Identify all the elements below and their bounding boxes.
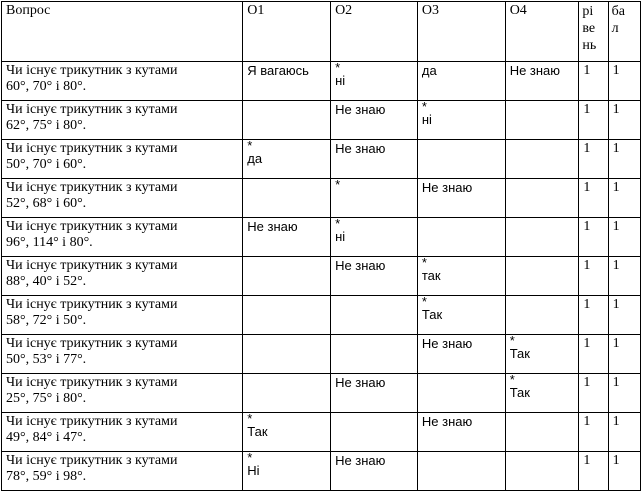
question-cell (2, 296, 243, 335)
answer-o1-cell (243, 179, 331, 218)
level-cell: 1 (579, 179, 608, 218)
question-line: 60°, 70° і 80°. (6, 79, 87, 94)
answer-o1-cell (243, 257, 331, 296)
answer-text: Так (509, 385, 530, 400)
answer-text: ні (335, 73, 346, 88)
answer-o2-cell (331, 413, 418, 452)
answer-text: Не знаю (421, 180, 473, 195)
level-cell: 1 (579, 62, 608, 101)
header-score (608, 2, 640, 62)
answer-o4-cell (505, 413, 579, 452)
answer-text: Не знаю (335, 453, 386, 468)
header-row (2, 2, 641, 62)
score-cell: 1 (608, 62, 640, 101)
answer-o1-cell (243, 62, 331, 101)
header-question: Вопрос (2, 2, 243, 62)
header-score-part: л (611, 21, 619, 36)
answer-o3-cell (417, 140, 505, 179)
asterisk-mark: * (247, 139, 253, 153)
answer-o4-cell (505, 140, 579, 179)
level-cell: 1 (579, 413, 608, 452)
answer-text: Не знаю (335, 102, 386, 117)
answer-text: ні (421, 112, 432, 127)
asterisk-mark: * (421, 295, 427, 309)
answer-text: Так (421, 307, 443, 322)
asterisk-mark: * (335, 61, 341, 75)
level-cell: 1 (579, 335, 608, 374)
header-o3: О3 (417, 2, 505, 62)
answer-text: Не знаю (247, 219, 298, 234)
asterisk-mark: * (509, 334, 515, 348)
table-row (2, 374, 641, 413)
answer-o3-cell (417, 101, 505, 140)
level-cell: 1 (579, 374, 608, 413)
question-line: 88°, 40° і 52°. (6, 274, 87, 289)
asterisk-mark: * (335, 178, 341, 192)
asterisk-mark: * (421, 100, 427, 114)
answer-o4-cell (505, 218, 579, 257)
answer-o1-cell (243, 101, 331, 140)
asterisk-mark: * (509, 373, 515, 387)
answer-text: да (247, 151, 263, 166)
quiz-table-body (2, 2, 641, 491)
score-cell: 1 (608, 452, 640, 491)
answer-text: Не знаю (335, 375, 386, 390)
answer-o2-cell (331, 179, 418, 218)
question-line: Чи існує трикутник з кутами (6, 141, 178, 156)
answer-text: Так (247, 424, 268, 439)
question-cell (2, 374, 243, 413)
answer-text: Не знаю (421, 336, 473, 351)
answer-text: Не знаю (421, 414, 473, 429)
question-cell (2, 140, 243, 179)
answer-text: Не знаю (335, 141, 386, 156)
table-row (2, 179, 641, 218)
header-o4: О4 (505, 2, 579, 62)
answer-o1-cell (243, 452, 331, 491)
answer-o1-cell (243, 374, 331, 413)
level-cell: 1 (579, 257, 608, 296)
answer-o2-cell (331, 374, 418, 413)
answer-o1-cell (243, 140, 331, 179)
answer-o3-cell (417, 335, 505, 374)
header-level (579, 2, 608, 62)
question-cell (2, 413, 243, 452)
answer-o4-cell (505, 101, 579, 140)
answer-o1-cell (243, 218, 331, 257)
answer-o4-cell (505, 296, 579, 335)
answer-o2-cell (331, 335, 418, 374)
answer-o4-cell (505, 179, 579, 218)
question-line: Чи існує трикутник з кутами (6, 180, 178, 195)
question-line: 78°, 59° і 98°. (6, 469, 87, 484)
header-level-part: рі (582, 4, 594, 19)
answer-o4-cell (505, 374, 579, 413)
answer-o2-cell (331, 101, 418, 140)
quiz-table (1, 1, 641, 491)
question-line: Чи існує трикутник з кутами (6, 414, 178, 429)
level-cell: 1 (579, 452, 608, 491)
question-cell (2, 218, 243, 257)
answer-text: так (421, 268, 441, 283)
question-line: Чи існує трикутник з кутами (6, 297, 178, 312)
answer-o3-cell (417, 179, 505, 218)
question-line: 25°, 75° і 80°. (6, 391, 87, 406)
question-line: 58°, 72° і 50°. (6, 313, 87, 328)
question-line: 50°, 70° і 60°. (6, 157, 87, 172)
answer-text: да (421, 63, 437, 78)
header-o1: О1 (243, 2, 331, 62)
answer-o4-cell (505, 257, 579, 296)
score-cell: 1 (608, 257, 640, 296)
answer-o2-cell (331, 62, 418, 101)
score-cell: 1 (608, 335, 640, 374)
answer-text: Так (509, 346, 530, 361)
answer-o3-cell (417, 62, 505, 101)
answer-o4-cell (505, 335, 579, 374)
table-row (2, 62, 641, 101)
score-cell: 1 (608, 296, 640, 335)
question-line: 52°, 68° і 60°. (6, 196, 87, 211)
score-cell: 1 (608, 140, 640, 179)
answer-o3-cell (417, 218, 505, 257)
header-score-part: ба (611, 4, 625, 19)
answer-o4-cell (505, 452, 579, 491)
answer-o1-cell (243, 413, 331, 452)
table-row (2, 218, 641, 257)
answer-o3-cell (417, 296, 505, 335)
question-cell (2, 62, 243, 101)
asterisk-mark: * (247, 451, 253, 465)
level-cell: 1 (579, 140, 608, 179)
score-cell: 1 (608, 413, 640, 452)
answer-o3-cell (417, 374, 505, 413)
table-row (2, 296, 641, 335)
question-line: 62°, 75° і 80°. (6, 118, 87, 133)
answer-o2-cell (331, 296, 418, 335)
question-line: Чи існує трикутник з кутами (6, 375, 178, 390)
question-line: Чи існує трикутник з кутами (6, 102, 178, 117)
score-cell: 1 (608, 374, 640, 413)
question-line: Чи існує трикутник з кутами (6, 258, 178, 273)
score-cell: 1 (608, 179, 640, 218)
level-cell: 1 (579, 101, 608, 140)
score-cell: 1 (608, 101, 640, 140)
answer-o1-cell (243, 296, 331, 335)
question-line: 49°, 84° і 47°. (6, 430, 87, 445)
table-row (2, 452, 641, 491)
answer-text: ні (335, 229, 346, 244)
answer-o3-cell (417, 452, 505, 491)
level-cell: 1 (579, 218, 608, 257)
table-row (2, 140, 641, 179)
question-line: Чи існує трикутник з кутами (6, 219, 178, 234)
question-line: Чи існує трикутник з кутами (6, 336, 178, 351)
table-row (2, 257, 641, 296)
answer-text: Я вагаюсь (247, 63, 309, 78)
table-row (2, 335, 641, 374)
question-line: Чи існує трикутник з кутами (6, 63, 178, 78)
answer-o1-cell (243, 335, 331, 374)
question-cell (2, 452, 243, 491)
answer-o3-cell (417, 413, 505, 452)
asterisk-mark: * (421, 256, 427, 270)
score-cell: 1 (608, 218, 640, 257)
answer-text: Ні (247, 463, 260, 478)
header-level-part: нь (582, 38, 597, 53)
answer-o4-cell (505, 62, 579, 101)
table-row (2, 101, 641, 140)
asterisk-mark: * (247, 412, 253, 426)
question-line: 96°, 114° і 80°. (6, 235, 93, 250)
answer-o2-cell (331, 452, 418, 491)
question-cell (2, 257, 243, 296)
answer-text: Не знаю (335, 258, 386, 273)
question-cell (2, 179, 243, 218)
asterisk-mark: * (335, 217, 341, 231)
question-cell (2, 101, 243, 140)
answer-o3-cell (417, 257, 505, 296)
header-o2: О2 (331, 2, 418, 62)
level-cell: 1 (579, 296, 608, 335)
table-row (2, 413, 641, 452)
question-cell (2, 335, 243, 374)
answer-o2-cell (331, 218, 418, 257)
answer-o2-cell (331, 257, 418, 296)
answer-text: Не знаю (509, 63, 561, 78)
answer-o2-cell (331, 140, 418, 179)
header-level-part: ве (582, 21, 596, 36)
question-line: 50°, 53° і 77°. (6, 352, 87, 367)
question-line: Чи існує трикутник з кутами (6, 453, 178, 468)
